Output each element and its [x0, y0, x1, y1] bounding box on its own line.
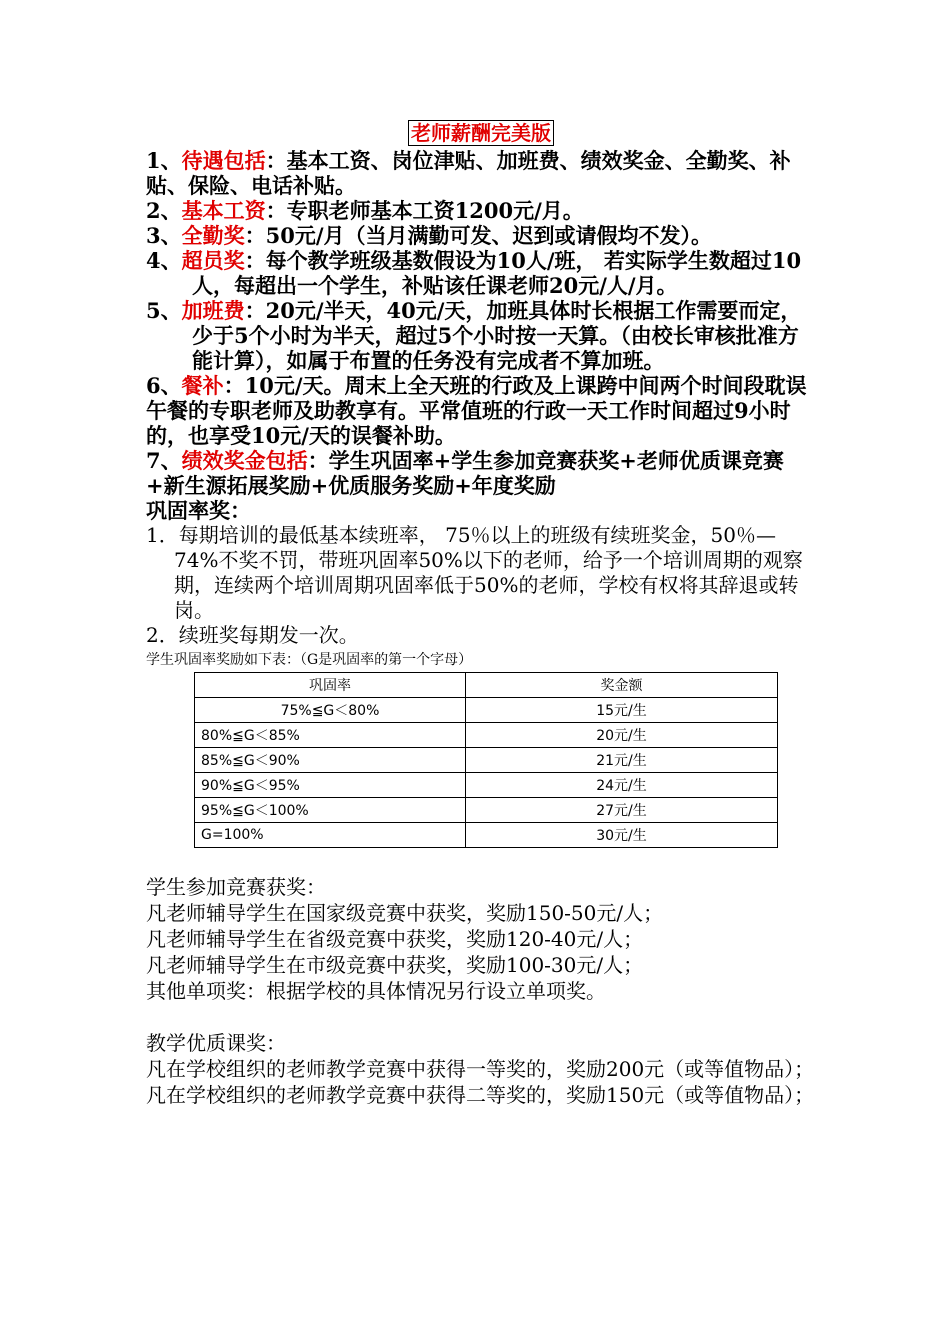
item-5: 5、加班费：20元/半天，40元/天，加班具体时长根据工作需要而定，少于5个小时为半天，超过5个小时按一天算。（由校长审核批准方能计算），如属于布置的任务没有完成者不算加班。 [146, 298, 802, 373]
item-label: 绩效奖金包括 [181, 448, 308, 473]
table-header-row [195, 673, 778, 698]
item-3: 3、全勤奖：50元/月（当月满勤可发、迟到或请假均不发）。 [146, 223, 713, 248]
item-label: 加班费 [181, 298, 245, 323]
table-cell-amount: 24元/生 [466, 773, 778, 798]
table-cell-rate: 85%≦G＜90% [195, 748, 466, 773]
document-title: 老师薪酬完美版 [408, 120, 554, 146]
item-1: 1、待遇包括：基本工资、岗位津贴、加班费、绩效奖金、全勤奖、补贴、保险、电话补贴。 [146, 148, 791, 198]
competition-line: 其他单项奖：根据学校的具体情况另行设立单项奖。 [146, 979, 606, 1003]
table-cell-rate: 95%≦G＜100% [195, 798, 466, 823]
item-label: 待遇包括 [181, 148, 266, 173]
item-label: 全勤奖 [181, 223, 245, 248]
table-cell-amount: 21元/生 [466, 748, 778, 773]
table-cell-amount: 30元/生 [466, 823, 778, 848]
competition-line: 凡老师辅导学生在国家级竞赛中获奖，奖励150-50元/人； [146, 901, 664, 925]
item-4: 4、超员奖：每个教学班级基数假设为10人/班， 若实际学生数超过10人，每超出一个学生，补贴该任课老师20元/人/月。 [146, 248, 802, 298]
table-row [195, 773, 778, 798]
table-cell-amount: 15元/生 [466, 698, 778, 723]
document-page [146, 120, 816, 1108]
item-label: 超员奖 [181, 248, 245, 273]
competition-heading: 学生参加竞赛获奖： [146, 875, 326, 899]
table-row [195, 698, 778, 723]
item-7: 7、绩效奖金包括：学生巩固率+学生参加竞赛获奖+老师优质课竞赛+新生源拓展奖励+优质服务奖励+年度奖励 [146, 448, 784, 498]
table-cell-rate: G=100% [195, 823, 466, 848]
item-6: 6、餐补：10元/天。周末上全天班的行政及上课跨中间两个时间段耽误午餐的专职老师及助教享有。平常值班的行政一天工作时间超过9小时的，也享受10元/天的误餐补助。 [146, 373, 807, 448]
table-row [195, 723, 778, 748]
quality-line: 凡在学校组织的老师教学竞赛中获得一等奖的，奖励200元（或等值物品）； [146, 1057, 815, 1081]
table-cell-rate: 80%≦G＜85% [195, 723, 466, 748]
table-row [195, 823, 778, 848]
competition-line: 凡老师辅导学生在市级竞赛中获奖，奖励100-30元/人； [146, 953, 644, 977]
table-row [195, 748, 778, 773]
table-cell-amount: 27元/生 [466, 798, 778, 823]
retention-heading: 巩固率奖： [146, 498, 251, 523]
retention-point-2: 2．续班奖每期发一次。 [146, 623, 359, 647]
item-label: 餐补 [181, 373, 224, 398]
table-header-rate: 巩固率 [195, 673, 466, 698]
table-cell-rate: 90%≦G＜95% [195, 773, 466, 798]
retention-bonus-table [194, 672, 778, 848]
item-2: 2、基本工资：专职老师基本工资1200元/月。 [146, 198, 584, 223]
table-cell-rate: 75%≦G＜80% [195, 698, 466, 723]
retention-point-1: 1．每期培训的最低基本续班率， 75％以上的班级有续班奖金，50％—74%不奖不罚，带班巩固率50%以下的老师，给予一个培训周期的观察期，连续两个培训周期巩固率低于50%的老师，学校有权将其辞退或转岗。 [146, 523, 803, 622]
table-row [195, 798, 778, 823]
table-header-amount: 奖金额 [466, 673, 778, 698]
competition-line: 凡老师辅导学生在省级竞赛中获奖，奖励120-40元/人； [146, 927, 644, 951]
item-label: 基本工资 [181, 198, 266, 223]
table-cell-amount: 20元/生 [466, 723, 778, 748]
quality-heading: 教学优质课奖： [146, 1031, 286, 1055]
table-caption: 学生巩固率奖励如下表：（G是巩固率的第一个字母） [146, 652, 473, 668]
quality-line: 凡在学校组织的老师教学竞赛中获得二等奖的，奖励150元（或等值物品）； [146, 1083, 815, 1107]
